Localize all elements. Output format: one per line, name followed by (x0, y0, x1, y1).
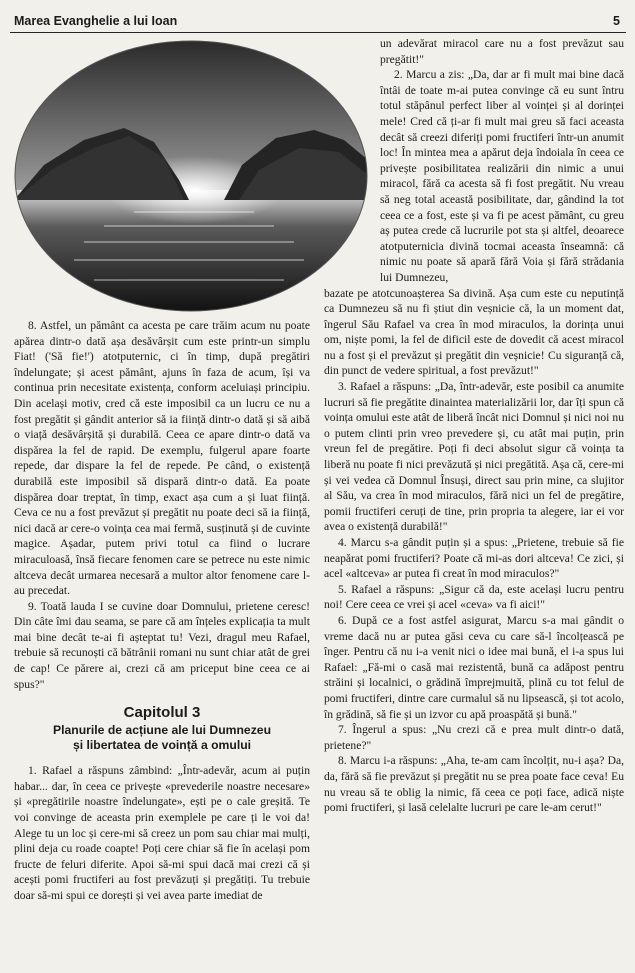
paragraph-3-4: 4. Marcu s-a gândit puțin și a spus: „Prietene, trebuie să fie neapărat pomi fructiferi? Poate că mi-as dori altceva! Ce zici, și acel «altceva» ar putea fi creat în mod miraculos?" (324, 536, 624, 581)
right-column (324, 36, 624, 816)
paragraph-3-5: 5. Rafael a răspuns: „Sigur că da, este același lucru pentru noi! Cere ceea ce vrei și acel «ceva» va fi aici!" (324, 582, 624, 612)
paragraph-3-1: 1. Rafael a răspuns zâmbind: „Într-adevăr, acum ai puțin habar... dar, în ceea ce privește «prevederile noastre necesare» și «pregătirile noastre îndelungate», ești pe o cale greșită. Te voi convinge de aceasta prin exemplele pe care ți le voi da! Alege tu un loc și cere-mi să creez un pom sau chiar mai mulți, plini deja cu roade coapte! Poți cere chiar să fie în același pom fructe de feluri diferite. Apoi să-mi spui dacă mai crezi că și acești pomi fructiferi au fost prevăzuți și pregătiți. Tu trebuie doar să-mi spui ce dorești și vei avea parte imediat de (14, 764, 310, 902)
left-column (14, 318, 310, 904)
paragraph-3-6: 6. După ce a fost astfel asigurat, Marcu s-a mai gândit o vreme dacă nu ar putea găsi ceva cu care să-l încolțească pe înger. Pentru că nu i-a venit nici o idee mai bună, el i-a spus lui Rafael: „Fă-mi o casă mai rezistentă, bună ca adăpost pentru străini și localnici, o grădină împrejmuită, plină cu tot felul de pomi fructiferi, dintre care curmalul să nu lipsească, și tot acolo, în grădină, să fie și un izvor cu apă proaspătă și bună." (324, 613, 624, 721)
running-title: Marea Evanghelie a lui Ioan (14, 14, 178, 28)
paragraph-3-7: 7. Îngerul a spus: „Nu crezi că e prea mult dintr-o dată, prietene?" (324, 723, 624, 752)
seascape-image (14, 40, 368, 312)
chapter-subtitle (14, 723, 310, 753)
paragraph-3-2-cont: bazate pe atotcunoașterea Sa divină. Așa cum este cu neputință ca Dumnezeu să nu fi știut din veșnicie că, la un moment dat, îngerul Său Rafael va crea în mod miraculos, la dorința unui om, niște pomi, la fel de dificil este de dovedit că acest miracol nu a fost și el prevăzut și pregătit din veșnicie! Cu siguranță că, din punct de vedere spiritual, a fost prevăzut!" (324, 286, 624, 378)
chapter-title: Capitolul 3 (123, 704, 201, 722)
paragraph-continuation: un adevărat miracol care nu a fost prevăzut sau pregătit!" (380, 37, 624, 66)
paragraph-2-9: 9. Toată lauda I se cuvine doar Domnului, prietene ceresc! Din câte îmi dau seama, se pare că am înțeles explicația ta mult mai bine decât te-ai fi așteptat tu! Vezi, dragul meu Rafael, trebuie să recunoști că bătrânii romani nu sunt chiar atât de grei de cap! Ce părere ai, crezi că am priceput bine ceea ce ai spus?" (14, 599, 310, 691)
page-number: 5 (613, 14, 620, 28)
paragraph-3-2: 2. Marcu a zis: „Da, dar ar fi mult mai bine dacă întâi de toate m-ai putea convinge că eu sunt întru totul stăpânul perfect liber al voinței și al dorinței mele! Cred că ți-ar fi mult mai greu să faci aceasta decât să creezi diferiți pomi fructiferi într-un anumit loc! În mintea mea a apărut deja îndoiala în ceea ce privește posibilitatea realizării din nimic a unui miracol, fără ca acesta să fi fost pregătit. Nu vreau să neg total această posibilitate, dar, gândind la tot ceea ce a fost, este și va fi pe acest pământ, cu greu aș putea crede că lucrurile pot sta și altfel, deoarece atotputernicia divină tocmai aceasta înseamnă: că nimic nu poate să apară fără Voia și fără strădania lui Dumnezeu, (380, 68, 624, 284)
running-head (10, 10, 626, 33)
chapter-subtitle-line-1: Planurile de acțiune ale lui Dumnezeu (52, 723, 272, 738)
paragraph-2-8: 8. Astfel, un pământ ca acesta pe care trăim acum nu poate apărea dintr-o dată așa desăvârșit cum este printr-un simplu Fiat! ('Să fie!') atotputernic, ci în timp, după pregătiri îndelungate; și acest pământ, ajuns în faza de acum, își va continua prin necesitate existența, conform aceluiași principiu. Din același motiv, cred că este imposibil ca un lucru ce nu a fost pregătit și gândit anterior să ia ființă dintr-o dată și să aibă o viață desăvârșită și durabilă. Ceea ce apare dintr-o dată va dispărea la fel de rapid. De exemplu, fulgerul apare foarte repede, dar dispare la fel de repede. Pe când, o existență durabilă este imposibil să dispară dintr-o dată. Ea poate dispărea doar treptat, în timp, exact așa cum a și luat ființă. Ceva ce nu a fost prevăzut și pregătit nu poate deci să ia ființă, nici dacă ar cere-o voința cea mai fermă, susținută și de cuvinte magice. Așadar, putem privi totul ca fiind o lucrare miraculoasă, însă fiecare fenomen care se petrece nu este nimic altceva decât urmarea necesară a multor altor fenomene care l-au precedat. (14, 319, 310, 598)
paragraph-3-3: 3. Rafael a răspuns: „Da, într-adevăr, este posibil ca anumite lucruri să fie pregătite dinaintea materializării lor, dar îți spun că voința omului este atât de liberă încât nici Domnul și nici noi nu o putem clinti prin vreo prevedere și, cu atât mai puțin, prin vreun fel de pregătire. Poți fi deci absolut sigur că voința ta liberă nu poate fi nici prevăzută și nici pregătită. Așa că, cere-mi și vei vedea că Domnul Însuși, direct sau prin mine, ca slujitor al Său, va crea în mod miraculos, fără nici un fel de pregătire, pomii fructiferi ceruți de tine, prin propria ta alegere, iar ei vor avea o existență durabilă!" (324, 380, 624, 534)
chapter-subtitle-line-2: și libertatea de voință a omului (72, 738, 252, 753)
paragraph-3-8: 8. Marcu i-a răspuns: „Aha, te-am cam încolțit, nu-i așa? Da, da, fără să fie prevăzut și pregătit nu se prea poate face ceva! Eu nu vreau să te oblig la nimic, fă ceea ce poți face, adică niște pomi fructiferi, și lasă celelalte lucruri pe care le-am cerut!" (324, 754, 624, 815)
